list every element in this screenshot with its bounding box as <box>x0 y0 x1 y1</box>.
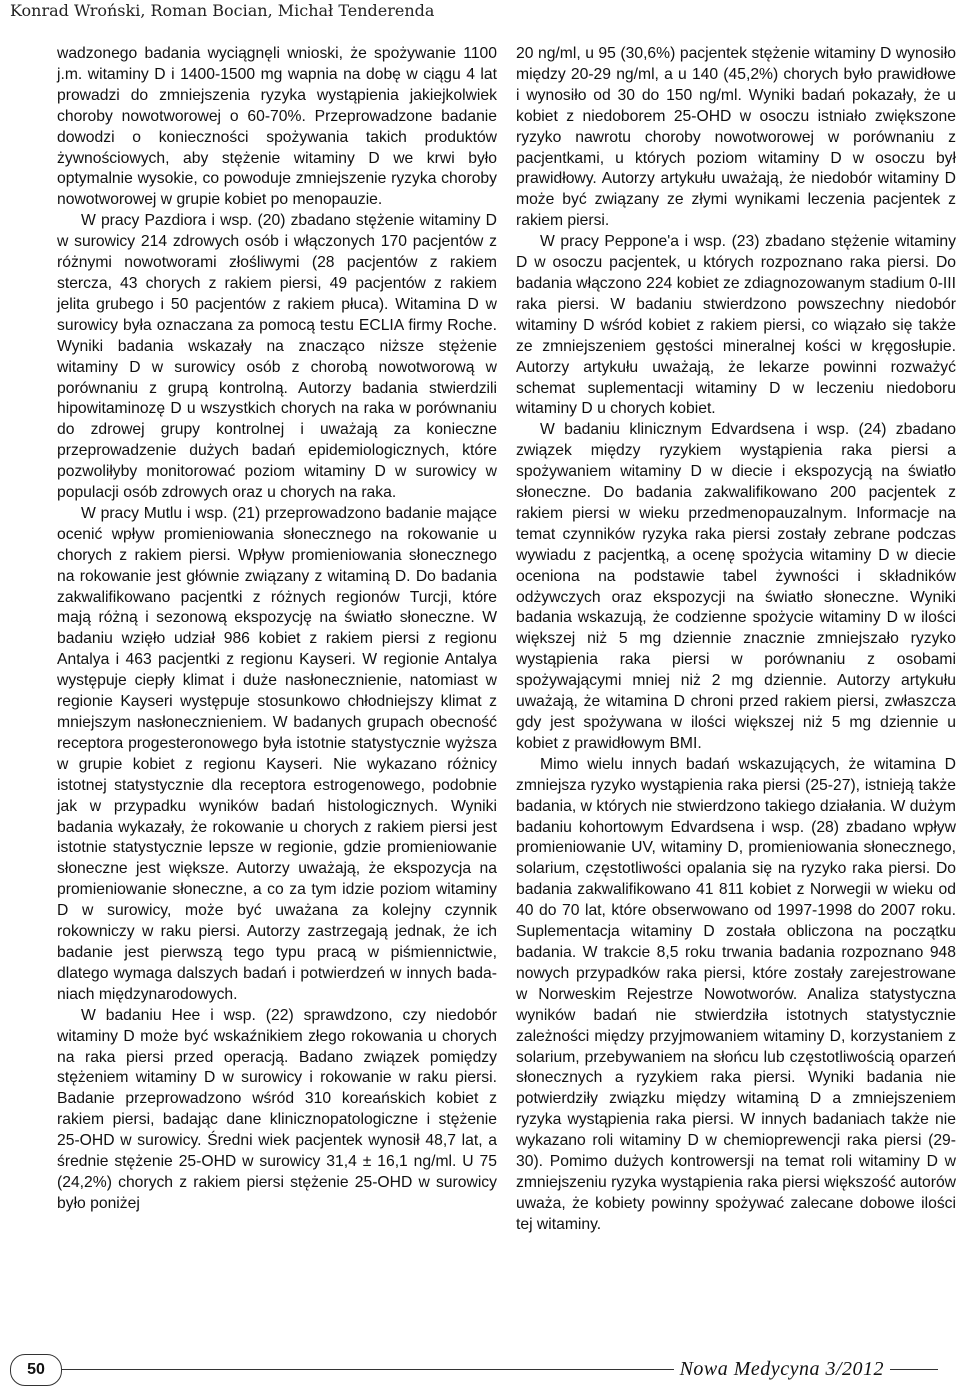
running-head-authors: Konrad Wroński, Roman Bocian, Michał Tenderenda <box>10 1 435 20</box>
paragraph: wadzonego badania wyciągnęli wnioski, że spożywanie 1100 j.m. witaminy D i 1400-1500 mg wapnia na dobę w ciągu 4 lat prowadzi do zmniejszenia ryzyka wystąpienia jakiejkolwiek choroby nowotworowej o 60-70%. Przeprowadzone badanie dowodzi o konieczności spożywania takich produktów żywnościowych, aby stężenie witaminy D we krwi było optymalnie wysokie, co powoduje zmniejszenie ryzyka choroby nowotworowej w grupie kobiet po menopauzie. <box>57 45 497 209</box>
paragraph: Mimo wielu innych badań wskazujących, że witamina D zmniejsza ryzyko wystąpienia raka piersi (25-27), istnieją także badania, w których nie stwierdzono takiego działania. W dużym badaniu kohortowym Edvardsena i wsp. (28) zbadano wpływ promieniowanie UV, witaminy D, promieniowania słonecznego, solarium, częstotliwości opalania się na ryzyko raka piersi. Do badania zakwalifikowano 41 811 kobiet z Norwegii w wieku od 40 do 70 lat, które obserwowano od 1997-1998 do 2007 roku. Suplementacja witaminy D została obliczona na początku badania. W trakcie 8,5 roku trwania badania rozpoznano 948 nowych przypadków raka piersi, które zostały zarejestrowane w Norweskim Rejestrze Nowotworów. Analiza statystyczna wyników badań nie stwierdziła istotnych statystycznie zależności między przyjmowaniem witaminy D, korzystaniem z solarium, przebywaniem na słońcu lub częstotliwością oparzeń słonecznych a ryzykiem raka piersi. Wyniki badania nie potwierdziły związku między witaminą D a zmniejszeniem ryzyka wystąpienia raka piersi. W innych badaniach także nie wykazano roli witaminy D w chemioprewencji raka piersi (29-30). Pomimo dużych kontrowersji na temat roli witaminy D w zmniejszeniu ryzyka wystąpienia raka piersi większość autorów uważa, że kobiety powinny spożywać zalecane dobowe ilości tej witaminy. <box>516 755 956 1233</box>
paragraph: W badaniu klinicznym Edvardsena i wsp. (24) zbadano związek między ryzykiem wystąpienia raka piersi a spożywaniem witaminy D w diecie i ekspozycją na światło słoneczne. Do badania zakwalifikowano 200 pacjentek z rakiem piersi w wieku przedmenopauzalnym. Informacje na temat czynników ryzyka raka piersi zostały zebrane podczas wywiadu z pacjentką, a ocenę spożycia witaminy D w diecie oceniona na podstawie tabel żywności i składników odżywczych oraz ekspozycji na światło słoneczne. Wyniki badania wskazują, że codzienne spożycie witaminy D w ilości większej niż 5 mg dziennie znacznie zmniejszało ryzyko wystąpienia raka piersi w porównaniu z osobami spożywającymi mniej niż 2 mg dziennie. Autorzy artykułu uważają, że witamina D chroni przed rakiem piersi, zwłaszcza gdy jest spożywana w ilości większej niż 5 mg dziennie u kobiet z prawidłowym BMI. <box>516 421 956 752</box>
journal-title: Nowa Medycyna 3/2012 <box>674 1355 890 1383</box>
paragraph: 20 ng/ml, u 95 (30,6%) pacjentek stężenie witaminy D wynosiło między 20-29 ng/ml, a u 140 (45,2%) chorych było prawidłowe i wynosiło od 30 do 150 ng/ml. Wyniki badań pokazały, że u kobiet z niedoborem 25-OHD w osoczu istniało zwiększone ryzyko nawrotu choroby nowotworowej w porównaniu z pacjentkami, u których poziom witaminy D w osoczu był prawidłowy. Autorzy artykułu uważają, że niedobór witaminy D może być związany ze złymi wynikami leczenia pacjentek z rakiem piersi. <box>516 45 956 230</box>
paragraph: W pracy Peppone'a i wsp. (23) zbadano stężenie witaminy D w osoczu pacjentek, u których rozpoznano raka piersi. Do badania włączono 224 kobiet ze zdiagnozowanym stadium 0-III raka piersi. W badaniu stwierdzono powszechny niedobór witaminy D wśród kobiet z rakiem piersi, co wiązało się także ze zmniejszeniem gęstości mineralnej kości w kręgosłupie. Autorzy artykułu uważają, że lekarze powinni rozważyć schemat suplementacji witaminy D w leczeniu niedoboru witaminy D u chorych kobiet. <box>516 233 956 418</box>
paragraph: W badaniu Hee i wsp. (22) sprawdzono, czy niedobór witaminy D może być wskaźnikiem złego rokowania u chorych na raka piersi przed operacją. Badano związek pomiędzy stężeniem witaminy D w surowicy i rokowanie w raku piersi. Badanie przeprowadzono wśród 310 koreańskich kobiet z rakiem piersi, badając dane klinicznopatologiczne i stężenie 25-OHD w surowicy. Średni wiek pacjentek wynosił 48,7 lat, a średnie stężenie 25-OHD w surowicy 31,4 ± 16,1 ng/ml. U 75 (24,2%) chorych z rakiem piersi stężenie 25-OHD w surowicy było poniżej <box>57 1006 497 1212</box>
paragraph: W pracy Mutlu i wsp. (21) przeprowadzono badanie mające ocenić wpływ promieniowania słonecznego na rokowanie u chorych z rakiem piersi. Wpływ promieniowania słonecznego na rokowanie jest głównie związany z witaminą D. Do badania zakwalifikowano pacjentki z różnych regionów Turcji, które mają różną i sezonową ekspozycję na światło słoneczne. W badaniu wzięło udział 986 kobiet z rakiem piersi z regionu Antalya i 463 pacjentki z regionu Kayseri. W regionie Antalya występuje ciepły klimat i duże nasłonecznienie, natomiast w regionie Kayseri występuje stosunkowo chłodniejszy klimat z mniejszym nasłonecznieniem. W badanych grupach obecność receptora progesteronowego była istotnie statystycznie wyższa w grupie kobiet z regionu Kayseri. Nie wykazano różnicy istotnej statystycznie dla receptora estrogenowego, podobnie jak w przypadku wyników badań histologicznych. Wyniki badania wykazały, że rokowanie u chorych z rakiem piersi jest istotnie statystycznie lepsze w regionie, gdzie promieniowanie słoneczne jest większe. Autorzy uważają, że ekspozycja na promieniowanie słoneczne, a co za tym idzie poziom witaminy D w surowicy, może być uważana za kolejny czynnik rokowniczy w raku piersi. Autorzy zastrzegają jednak, że ich badanie jest pierwszą tego typu pracą w piśmiennictwie, dlatego wymaga dalszych badań i potwierdzeń w innych badaniach międzynarodowych. <box>57 504 497 1003</box>
left-text-column <box>57 44 497 1215</box>
paragraph: W pracy Pazdiora i wsp. (20) zbadano stężenie witaminy D w surowicy 214 zdrowych osób i włączonych 170 pacjentów z różnymi nowotworami złośliwymi (28 pacjentów z rakiem stercza, 43 chorych z rakiem piersi, 49 pacjentów z rakiem jelita grubego i 50 pacjentów z rakiem płuca). Witamina D w surowicy była oznaczana za pomocą testu ECLIA firmy Roche. Wyniki badania wskazały na znacząco niższe stężenie witaminy D w surowicy osób z chorobą nowotworową w porównaniu z grupą kontrolną. Autorzy badania stwierdzili hipowitaminozę D u wszystkich chorych na raka w porównaniu do zdrowej grupy kontrolnej i uważają za konieczne przeprowadzenie dużych badań epidemiologicznych, które pozwoliłyby monitorować poziom witaminy D w surowicy w populacji osób zdrowych oraz u chorych na raka. <box>57 212 497 502</box>
right-text-column <box>516 44 956 1236</box>
page-number: 50 <box>10 1354 62 1386</box>
